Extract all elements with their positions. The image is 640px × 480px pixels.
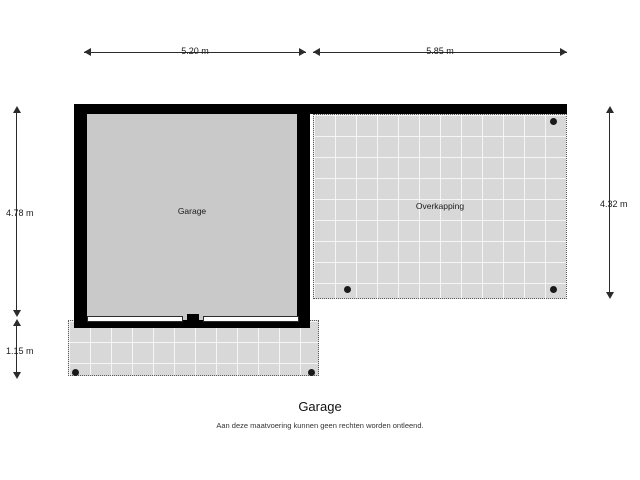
dimension-label-top-left: 5.20 m [181, 46, 209, 56]
wall-top-right [310, 104, 567, 114]
dimension-label-left-lower: 1.15 m [6, 346, 34, 356]
dimension-arrow-up [13, 106, 21, 113]
garage-door-panel-left [87, 316, 183, 322]
post-overkapping-bottom-left [344, 286, 351, 293]
garage-floor [87, 114, 297, 320]
post-terrace-bottom-right [308, 369, 315, 376]
dimension-arrow-down-3 [606, 292, 614, 299]
dimension-arrow-down-2 [13, 372, 21, 379]
garage-door-panel-right [203, 316, 299, 322]
post-overkapping-top-right [550, 118, 557, 125]
garage-door-center-post [187, 314, 199, 325]
room-garage [74, 104, 310, 328]
dimension-label-right: 4.32 m [600, 199, 628, 209]
dimension-label-left-upper: 4.78 m [6, 208, 34, 218]
dimension-arrow-up-2 [13, 319, 21, 326]
room-label-overkapping: Overkapping [415, 201, 465, 211]
dimension-arrow-down [13, 310, 21, 317]
dimension-label-top-right: 5.85 m [426, 46, 454, 56]
post-terrace-bottom-left [72, 369, 79, 376]
room-label-garage: Garage [177, 206, 207, 216]
garage-door [87, 314, 299, 325]
dimension-arrow-up-3 [606, 106, 614, 113]
plan-disclaimer: Aan deze maatvoering kunnen geen rechten worden ontleend. [216, 421, 424, 430]
terrace-area [68, 320, 319, 376]
post-overkapping-bottom-right [550, 286, 557, 293]
plan-title: Garage [298, 399, 342, 414]
